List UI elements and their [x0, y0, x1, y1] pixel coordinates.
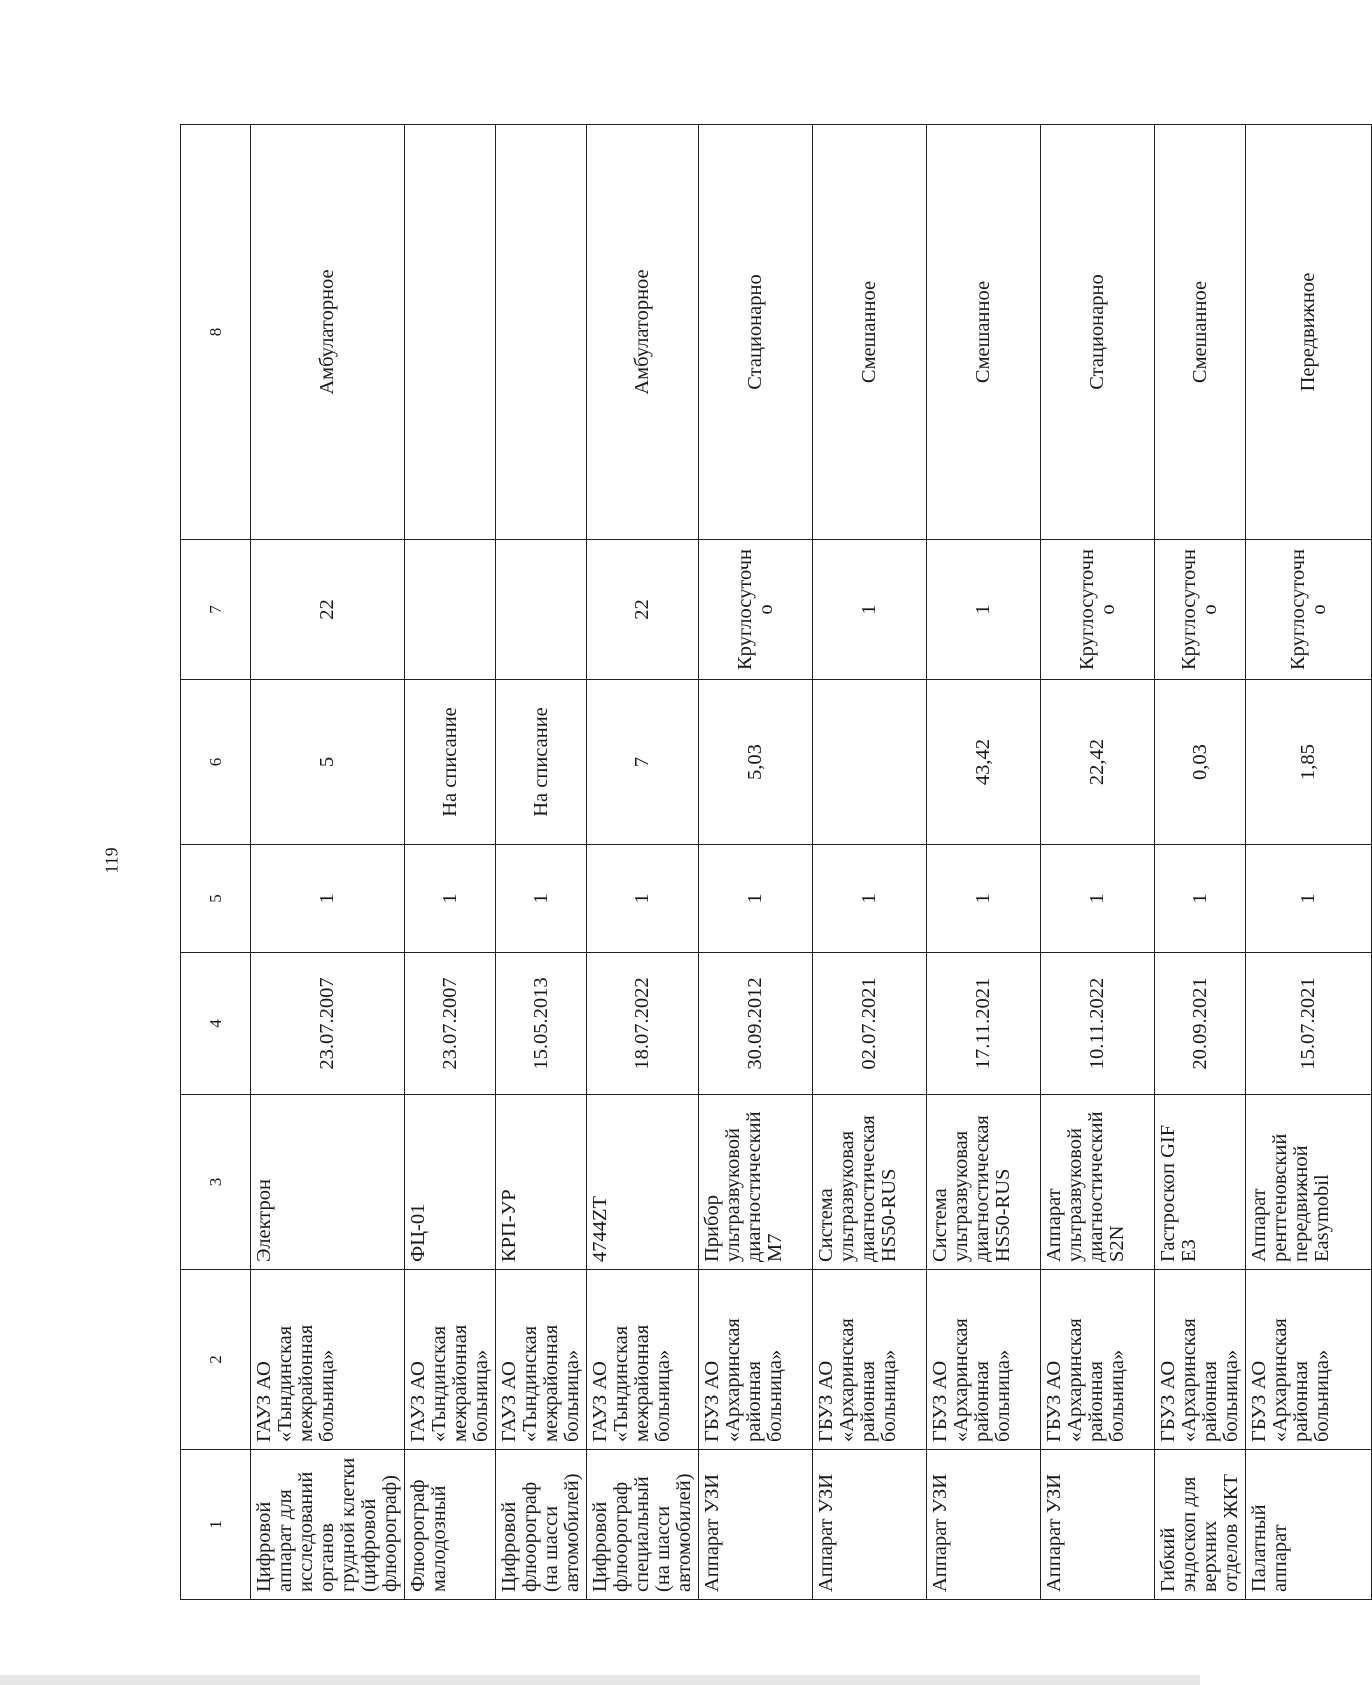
cell-equipment-name: Аппарат УЗИ — [813, 1450, 927, 1600]
cell-equipment-name: Аппарат УЗИ — [1041, 1450, 1155, 1600]
cell-quantity: 1 — [1155, 845, 1246, 953]
cell-organization: ГАУЗ АО «Тындинская межрайонная больница» — [251, 1270, 405, 1450]
cell-date: 23.07.2007 — [405, 953, 496, 1095]
cell-date: 10.11.2022 — [1041, 953, 1155, 1095]
cell-date: 17.11.2021 — [927, 953, 1041, 1095]
cell-mode: Смешанное — [1155, 125, 1246, 540]
cell-date: 20.09.2021 — [1155, 953, 1246, 1095]
cell-hours: 1 — [813, 540, 927, 680]
cell-value: На списание — [496, 680, 587, 845]
equipment-table — [180, 124, 1372, 1600]
column-header-6: 6 — [181, 680, 251, 845]
cell-value: 5 — [251, 680, 405, 845]
cell-organization: ГБУЗ АО «Архаринская районная больница» — [813, 1270, 927, 1450]
cell-quantity: 1 — [251, 845, 405, 953]
cell-value: 0,03 — [1155, 680, 1246, 845]
cell-organization: ГБУЗ АО «Архаринская районная больница» — [699, 1270, 813, 1450]
table-row — [405, 125, 496, 1600]
cell-hours: Круглосуточно — [1246, 540, 1372, 680]
table-row — [1041, 125, 1155, 1600]
cell-quantity: 1 — [927, 845, 1041, 953]
cell-quantity: 1 — [1041, 845, 1155, 953]
cell-hours: 22 — [587, 540, 699, 680]
cell-value: 7 — [587, 680, 699, 845]
cell-hours — [496, 540, 587, 680]
cell-organization: ГБУЗ АО «Архаринская районная больница» — [927, 1270, 1041, 1450]
cell-equipment-name: Цифровой флюорограф специальный (на шасси автомобилей) — [587, 1450, 699, 1600]
table-header-row — [181, 125, 251, 1600]
page-number: 119 — [101, 847, 122, 874]
table-row — [496, 125, 587, 1600]
table-row — [1155, 125, 1246, 1600]
page-bottom-edge — [0, 1675, 1200, 1685]
cell-value: 43,42 — [927, 680, 1041, 845]
cell-organization: ГАУЗ АО «Тындинская межрайонная больница» — [587, 1270, 699, 1450]
cell-hours: 22 — [251, 540, 405, 680]
cell-quantity: 1 — [496, 845, 587, 953]
cell-organization: ГБУЗ АО «Архаринская районная больница» — [1155, 1270, 1246, 1450]
table-row — [1246, 125, 1372, 1600]
cell-value: 22,42 — [1041, 680, 1155, 845]
cell-date: 15.05.2013 — [496, 953, 587, 1095]
cell-value: 5,03 — [699, 680, 813, 845]
table-row — [699, 125, 813, 1600]
cell-model: Система ультразвуковая диагностическая HS50-RUS — [813, 1095, 927, 1270]
cell-model: Аппарат ультразвуковой диагностический S2N — [1041, 1095, 1155, 1270]
cell-mode: Смешанное — [813, 125, 927, 540]
column-header-5: 5 — [181, 845, 251, 953]
cell-model: Система ультразвуковая диагностическая HS50-RUS — [927, 1095, 1041, 1270]
cell-mode — [405, 125, 496, 540]
cell-hours: Круглосуточно — [1155, 540, 1246, 680]
cell-quantity: 1 — [699, 845, 813, 953]
cell-equipment-name: Гибкий эндоскоп для верхних отделов ЖКТ — [1155, 1450, 1246, 1600]
cell-equipment-name: Флюорограф малодозный — [405, 1450, 496, 1600]
cell-date: 18.07.2022 — [587, 953, 699, 1095]
cell-model: Аппарат рентгеновский передвижной Easymobil — [1246, 1095, 1372, 1270]
cell-hours: Круглосуточно — [699, 540, 813, 680]
cell-mode: Амбулаторное — [251, 125, 405, 540]
cell-quantity: 1 — [813, 845, 927, 953]
cell-equipment-name: Аппарат УЗИ — [699, 1450, 813, 1600]
cell-quantity: 1 — [1246, 845, 1372, 953]
cell-equipment-name: Цифровой флюорограф (на шасси автомобилей) — [496, 1450, 587, 1600]
table-row — [813, 125, 927, 1600]
cell-model: Гастроскоп GIF E3 — [1155, 1095, 1246, 1270]
cell-organization: ГБУЗ АО «Архаринская районная больница» — [1246, 1270, 1372, 1450]
rotated-table-wrapper — [180, 125, 1333, 1600]
cell-equipment-name: Цифровой аппарат для исследований органов грудной клетки (цифровой флюорограф) — [251, 1450, 405, 1600]
cell-model: КРП-УР — [496, 1095, 587, 1270]
cell-mode: Стационарно — [699, 125, 813, 540]
cell-quantity: 1 — [587, 845, 699, 953]
cell-organization: ГАУЗ АО «Тындинская межрайонная больница» — [496, 1270, 587, 1450]
cell-organization: ГБУЗ АО «Архаринская районная больница» — [1041, 1270, 1155, 1450]
cell-model: Электрон — [251, 1095, 405, 1270]
cell-organization: ГАУЗ АО «Тындинская межрайонная больница» — [405, 1270, 496, 1450]
column-header-1: 1 — [181, 1450, 251, 1600]
cell-date: 23.07.2007 — [251, 953, 405, 1095]
cell-mode: Стационарно — [1041, 125, 1155, 540]
column-header-4: 4 — [181, 953, 251, 1095]
cell-mode: Смешанное — [927, 125, 1041, 540]
table-row — [587, 125, 699, 1600]
cell-value — [813, 680, 927, 845]
cell-model: ФЦ-01 — [405, 1095, 496, 1270]
cell-model: Прибор ультразвуковой диагностический M7 — [699, 1095, 813, 1270]
column-header-7: 7 — [181, 540, 251, 680]
cell-mode — [496, 125, 587, 540]
cell-mode: Амбулаторное — [587, 125, 699, 540]
cell-equipment-name: Палатный аппарат — [1246, 1450, 1372, 1600]
cell-hours — [405, 540, 496, 680]
cell-hours: Круглосуточно — [1041, 540, 1155, 680]
cell-model: 4744ZT — [587, 1095, 699, 1270]
cell-quantity: 1 — [405, 845, 496, 953]
cell-date: 02.07.2021 — [813, 953, 927, 1095]
cell-mode: Передвижное — [1246, 125, 1372, 540]
cell-value: 1,85 — [1246, 680, 1372, 845]
column-header-8: 8 — [181, 125, 251, 540]
cell-value: На списание — [405, 680, 496, 845]
table-row — [251, 125, 405, 1600]
table-row — [927, 125, 1041, 1600]
cell-date: 15.07.2021 — [1246, 953, 1372, 1095]
column-header-3: 3 — [181, 1095, 251, 1270]
column-header-2: 2 — [181, 1270, 251, 1450]
cell-hours: 1 — [927, 540, 1041, 680]
cell-date: 30.09.2012 — [699, 953, 813, 1095]
cell-equipment-name: Аппарат УЗИ — [927, 1450, 1041, 1600]
